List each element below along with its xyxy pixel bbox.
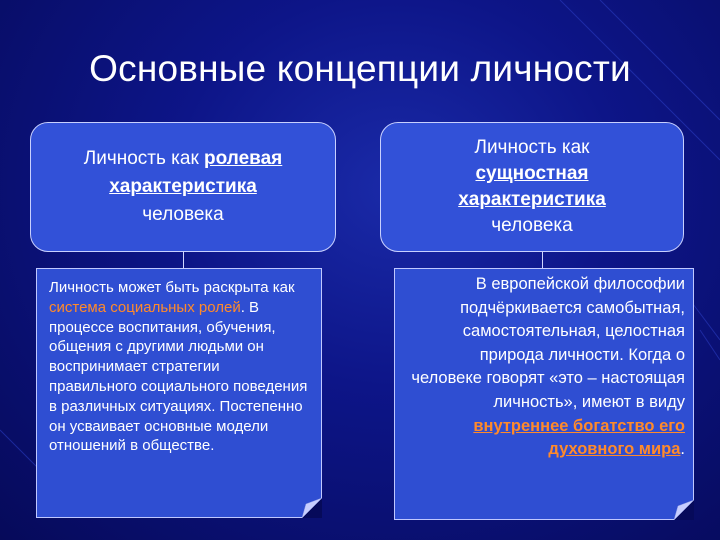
right-heading-text — [458, 135, 606, 239]
right-connector — [542, 252, 543, 268]
left-heading-prefix: Личность как — [83, 148, 205, 169]
right-note-fold — [674, 500, 696, 522]
right-heading-prefix: Личность как — [474, 137, 590, 158]
right-heading-emph1: сущностная — [475, 163, 589, 184]
right-description-note — [394, 268, 694, 520]
left-heading-text — [84, 145, 283, 229]
page-title: Основные концепции личности — [89, 48, 631, 89]
left-body-part1: Личность может быть раскрыта как — [49, 279, 295, 296]
left-heading-emph2: характеристика — [109, 176, 257, 197]
left-heading-emph1: ролевая — [204, 148, 283, 169]
left-heading-suffix: человека — [142, 204, 224, 225]
left-description-note — [36, 268, 322, 518]
right-body-part2: . — [680, 440, 685, 459]
right-body-highlight: внутреннее богатство его духовного мира — [473, 416, 685, 459]
left-heading-card — [30, 122, 336, 252]
right-body-part1: В европейской философии подчёркивается самобытная, самостоятельная, целостная природа личности. Когда о человеке говорят «это – настоящая личность», имеют в виду — [411, 275, 685, 411]
right-heading-emph2: характеристика — [458, 189, 606, 210]
right-heading-suffix: человека — [491, 215, 573, 236]
left-body-part2: . В процессе воспитания, обучения, общения с другими людьми он воспринимает стратегии правильного социального поведения в различных ситуациях. Постепенно он усваивает основные модели отношений в обществе. — [49, 298, 308, 455]
left-connector — [183, 252, 184, 268]
right-heading-card — [380, 122, 684, 252]
left-body-highlight: система социальных ролей — [49, 298, 241, 316]
left-note-fold — [302, 498, 324, 520]
